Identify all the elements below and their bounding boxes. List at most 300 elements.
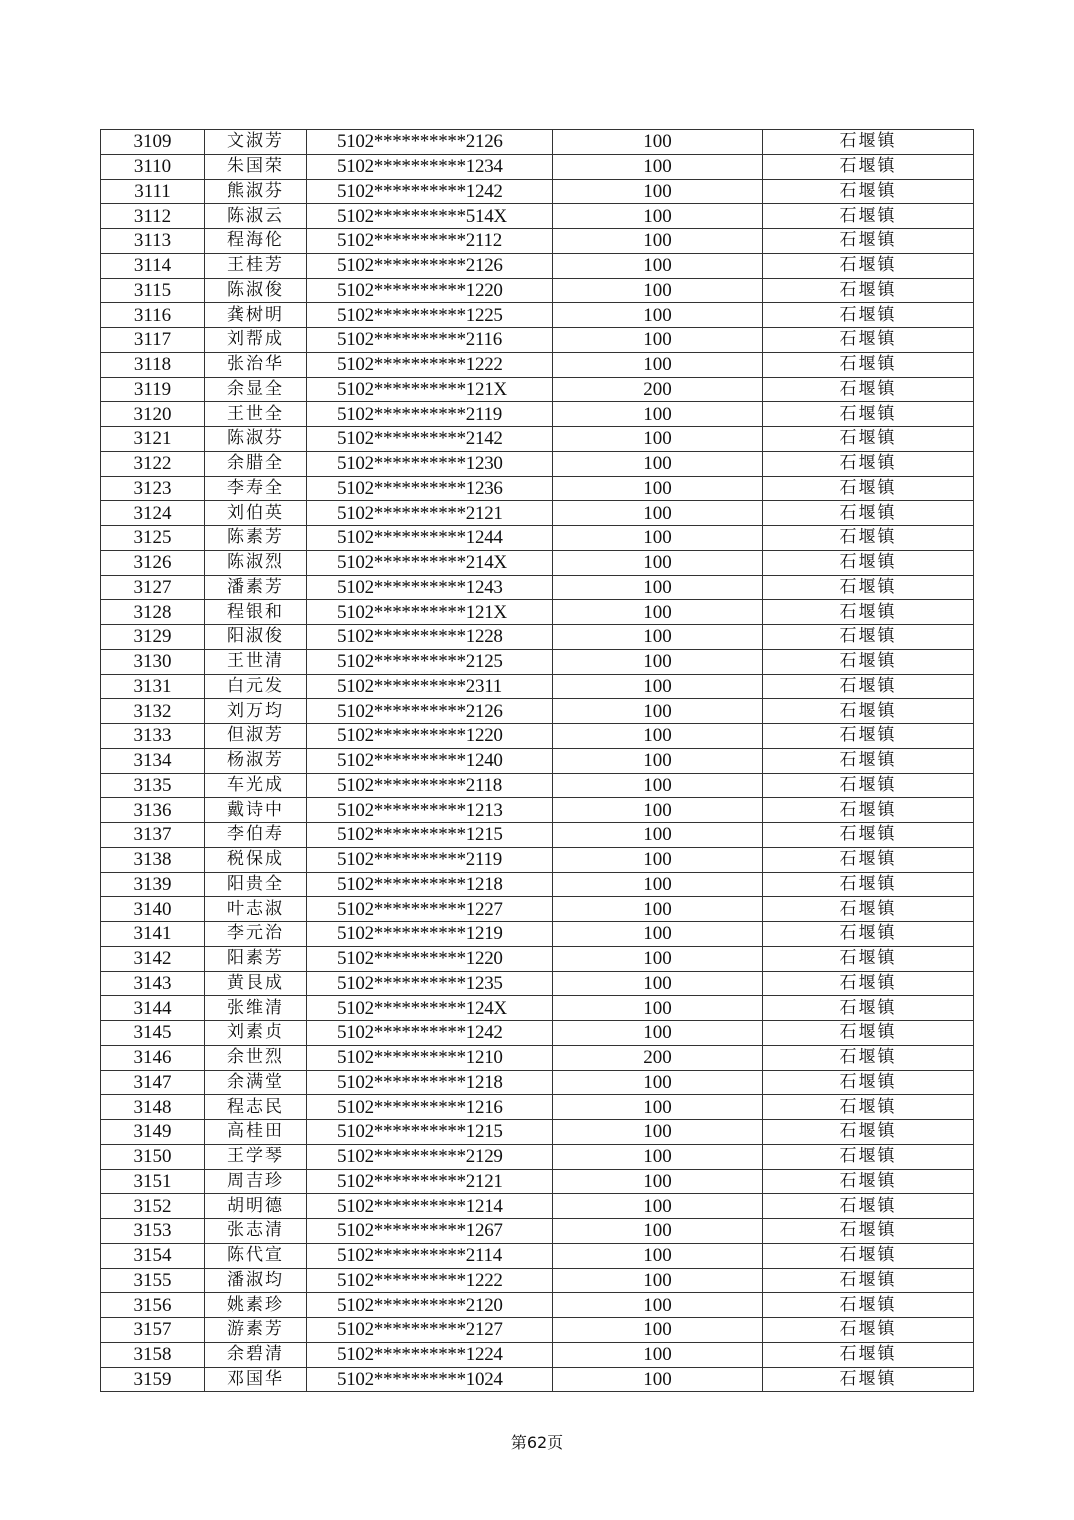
amount-cell: 100	[553, 971, 763, 996]
id-number-cell: 5102**********1242	[307, 1021, 553, 1046]
town-cell: 石堰镇	[763, 946, 974, 971]
amount-cell: 100	[553, 773, 763, 798]
table-row	[101, 526, 974, 551]
town-cell: 石堰镇	[763, 501, 974, 526]
name-cell: 王桂芳	[205, 253, 307, 278]
amount-cell: 100	[553, 575, 763, 600]
row-number-cell: 3153	[101, 1219, 205, 1244]
row-number-cell: 3110	[101, 154, 205, 179]
amount-cell: 200	[553, 1045, 763, 1070]
town-cell: 石堰镇	[763, 625, 974, 650]
amount-cell: 100	[553, 1194, 763, 1219]
amount-cell: 100	[553, 154, 763, 179]
id-number-cell: 5102**********2114	[307, 1243, 553, 1268]
town-cell: 石堰镇	[763, 823, 974, 848]
row-number-cell: 3156	[101, 1293, 205, 1318]
town-cell: 石堰镇	[763, 1268, 974, 1293]
table-row	[101, 847, 974, 872]
id-number-cell: 5102**********214X	[307, 550, 553, 575]
town-cell: 石堰镇	[763, 699, 974, 724]
row-number-cell: 3135	[101, 773, 205, 798]
table-row	[101, 649, 974, 674]
table-row	[101, 352, 974, 377]
name-cell: 刘伯英	[205, 501, 307, 526]
id-number-cell: 5102**********2116	[307, 328, 553, 353]
table-row	[101, 625, 974, 650]
amount-cell: 100	[553, 946, 763, 971]
name-cell: 余满堂	[205, 1070, 307, 1095]
name-cell: 龚树明	[205, 303, 307, 328]
id-number-cell: 5102**********1235	[307, 971, 553, 996]
row-number-cell: 3140	[101, 897, 205, 922]
amount-cell: 100	[553, 1021, 763, 1046]
row-number-cell: 3112	[101, 204, 205, 229]
name-cell: 潘素芳	[205, 575, 307, 600]
name-cell: 朱国荣	[205, 154, 307, 179]
table-row	[101, 1293, 974, 1318]
row-number-cell: 3114	[101, 253, 205, 278]
row-number-cell: 3143	[101, 971, 205, 996]
table-row	[101, 402, 974, 427]
name-cell: 陈淑芬	[205, 427, 307, 452]
name-cell: 刘素贞	[205, 1021, 307, 1046]
table-row	[101, 872, 974, 897]
name-cell: 高桂田	[205, 1120, 307, 1145]
table-row	[101, 748, 974, 773]
row-number-cell: 3119	[101, 377, 205, 402]
table-row	[101, 897, 974, 922]
name-cell: 刘帮成	[205, 328, 307, 353]
amount-cell: 100	[553, 526, 763, 551]
row-number-cell: 3155	[101, 1268, 205, 1293]
amount-cell: 100	[553, 1293, 763, 1318]
row-number-cell: 3129	[101, 625, 205, 650]
row-number-cell: 3148	[101, 1095, 205, 1120]
id-number-cell: 5102**********1227	[307, 897, 553, 922]
amount-cell: 200	[553, 377, 763, 402]
town-cell: 石堰镇	[763, 476, 974, 501]
name-cell: 戴诗中	[205, 798, 307, 823]
name-cell: 余显全	[205, 377, 307, 402]
town-cell: 石堰镇	[763, 278, 974, 303]
row-number-cell: 3127	[101, 575, 205, 600]
table-row	[101, 550, 974, 575]
name-cell: 姚素珍	[205, 1293, 307, 1318]
amount-cell: 100	[553, 649, 763, 674]
name-cell: 刘万均	[205, 699, 307, 724]
id-number-cell: 5102**********1215	[307, 1120, 553, 1145]
records-body	[101, 130, 974, 1392]
amount-cell: 100	[553, 1070, 763, 1095]
table-row	[101, 1342, 974, 1367]
town-cell: 石堰镇	[763, 600, 974, 625]
name-cell: 杨淑芳	[205, 748, 307, 773]
row-number-cell: 3124	[101, 501, 205, 526]
row-number-cell: 3147	[101, 1070, 205, 1095]
table-row	[101, 427, 974, 452]
town-cell: 石堰镇	[763, 1243, 974, 1268]
town-cell: 石堰镇	[763, 550, 974, 575]
amount-cell: 100	[553, 748, 763, 773]
town-cell: 石堰镇	[763, 526, 974, 551]
row-number-cell: 3120	[101, 402, 205, 427]
row-number-cell: 3117	[101, 328, 205, 353]
id-number-cell: 5102**********2126	[307, 253, 553, 278]
id-number-cell: 5102**********1214	[307, 1194, 553, 1219]
table-row	[101, 1021, 974, 1046]
row-number-cell: 3125	[101, 526, 205, 551]
amount-cell: 100	[553, 501, 763, 526]
row-number-cell: 3152	[101, 1194, 205, 1219]
id-number-cell: 5102**********514X	[307, 204, 553, 229]
id-number-cell: 5102**********1244	[307, 526, 553, 551]
row-number-cell: 3132	[101, 699, 205, 724]
name-cell: 阳淑俊	[205, 625, 307, 650]
table-row	[101, 1243, 974, 1268]
row-number-cell: 3116	[101, 303, 205, 328]
table-row	[101, 1144, 974, 1169]
name-cell: 文淑芳	[205, 130, 307, 155]
amount-cell: 100	[553, 550, 763, 575]
row-number-cell: 3149	[101, 1120, 205, 1145]
amount-cell: 100	[553, 897, 763, 922]
town-cell: 石堰镇	[763, 575, 974, 600]
name-cell: 李寿全	[205, 476, 307, 501]
town-cell: 石堰镇	[763, 451, 974, 476]
amount-cell: 100	[553, 823, 763, 848]
id-number-cell: 5102**********1240	[307, 748, 553, 773]
name-cell: 潘淑均	[205, 1268, 307, 1293]
id-number-cell: 5102**********1230	[307, 451, 553, 476]
table-row	[101, 1318, 974, 1343]
id-number-cell: 5102**********2120	[307, 1293, 553, 1318]
name-cell: 余世烈	[205, 1045, 307, 1070]
name-cell: 陈代宣	[205, 1243, 307, 1268]
row-number-cell: 3142	[101, 946, 205, 971]
town-cell: 石堰镇	[763, 1194, 974, 1219]
id-number-cell: 5102**********2121	[307, 501, 553, 526]
name-cell: 程志民	[205, 1095, 307, 1120]
town-cell: 石堰镇	[763, 996, 974, 1021]
amount-cell: 100	[553, 328, 763, 353]
row-number-cell: 3138	[101, 847, 205, 872]
amount-cell: 100	[553, 179, 763, 204]
amount-cell: 100	[553, 847, 763, 872]
id-number-cell: 5102**********1228	[307, 625, 553, 650]
town-cell: 石堰镇	[763, 922, 974, 947]
table-row	[101, 377, 974, 402]
table-row	[101, 328, 974, 353]
row-number-cell: 3137	[101, 823, 205, 848]
row-number-cell: 3111	[101, 179, 205, 204]
town-cell: 石堰镇	[763, 1021, 974, 1046]
amount-cell: 100	[553, 1367, 763, 1392]
id-number-cell: 5102**********1213	[307, 798, 553, 823]
id-number-cell: 5102**********1225	[307, 303, 553, 328]
amount-cell: 100	[553, 1120, 763, 1145]
row-number-cell: 3145	[101, 1021, 205, 1046]
table-row	[101, 971, 974, 996]
id-number-cell: 5102**********1236	[307, 476, 553, 501]
amount-cell: 100	[553, 996, 763, 1021]
amount-cell: 100	[553, 922, 763, 947]
table-row	[101, 229, 974, 254]
name-cell: 王世全	[205, 402, 307, 427]
id-number-cell: 5102**********1234	[307, 154, 553, 179]
town-cell: 石堰镇	[763, 1045, 974, 1070]
town-cell: 石堰镇	[763, 1070, 974, 1095]
amount-cell: 100	[553, 451, 763, 476]
table-row	[101, 1169, 974, 1194]
row-number-cell: 3134	[101, 748, 205, 773]
id-number-cell: 5102**********1222	[307, 1268, 553, 1293]
row-number-cell: 3121	[101, 427, 205, 452]
amount-cell: 100	[553, 1342, 763, 1367]
table-row	[101, 600, 974, 625]
amount-cell: 100	[553, 872, 763, 897]
town-cell: 石堰镇	[763, 724, 974, 749]
town-cell: 石堰镇	[763, 427, 974, 452]
amount-cell: 100	[553, 278, 763, 303]
row-number-cell: 3159	[101, 1367, 205, 1392]
town-cell: 石堰镇	[763, 1219, 974, 1244]
row-number-cell: 3113	[101, 229, 205, 254]
name-cell: 陈淑烈	[205, 550, 307, 575]
name-cell: 但淑芳	[205, 724, 307, 749]
table-row	[101, 278, 974, 303]
amount-cell: 100	[553, 130, 763, 155]
table-row	[101, 823, 974, 848]
name-cell: 周吉珍	[205, 1169, 307, 1194]
name-cell: 陈素芳	[205, 526, 307, 551]
amount-cell: 100	[553, 724, 763, 749]
id-number-cell: 5102**********1218	[307, 1070, 553, 1095]
amount-cell: 100	[553, 1095, 763, 1120]
row-number-cell: 3109	[101, 130, 205, 155]
table-row	[101, 1095, 974, 1120]
table-row	[101, 1120, 974, 1145]
row-number-cell: 3133	[101, 724, 205, 749]
amount-cell: 100	[553, 427, 763, 452]
amount-cell: 100	[553, 204, 763, 229]
name-cell: 李元治	[205, 922, 307, 947]
town-cell: 石堰镇	[763, 872, 974, 897]
amount-cell: 100	[553, 303, 763, 328]
id-number-cell: 5102**********2119	[307, 402, 553, 427]
id-number-cell: 5102**********121X	[307, 377, 553, 402]
id-number-cell: 5102**********2125	[307, 649, 553, 674]
row-number-cell: 3144	[101, 996, 205, 1021]
name-cell: 叶志淑	[205, 897, 307, 922]
table-row	[101, 674, 974, 699]
table-row	[101, 253, 974, 278]
id-number-cell: 5102**********1219	[307, 922, 553, 947]
id-number-cell: 5102**********2112	[307, 229, 553, 254]
name-cell: 程海伦	[205, 229, 307, 254]
amount-cell: 100	[553, 476, 763, 501]
table-row	[101, 1367, 974, 1392]
town-cell: 石堰镇	[763, 773, 974, 798]
row-number-cell: 3128	[101, 600, 205, 625]
name-cell: 熊淑芬	[205, 179, 307, 204]
row-number-cell: 3154	[101, 1243, 205, 1268]
town-cell: 石堰镇	[763, 971, 974, 996]
town-cell: 石堰镇	[763, 897, 974, 922]
id-number-cell: 5102**********1222	[307, 352, 553, 377]
name-cell: 张治华	[205, 352, 307, 377]
row-number-cell: 3131	[101, 674, 205, 699]
id-number-cell: 5102**********1218	[307, 872, 553, 897]
table-row	[101, 1070, 974, 1095]
name-cell: 张维清	[205, 996, 307, 1021]
id-number-cell: 5102**********121X	[307, 600, 553, 625]
id-number-cell: 5102**********1220	[307, 724, 553, 749]
table-row	[101, 130, 974, 155]
id-number-cell: 5102**********2118	[307, 773, 553, 798]
id-number-cell: 5102**********2129	[307, 1144, 553, 1169]
amount-cell: 100	[553, 253, 763, 278]
id-number-cell: 5102**********1220	[307, 946, 553, 971]
name-cell: 阳素芳	[205, 946, 307, 971]
amount-cell: 100	[553, 699, 763, 724]
row-number-cell: 3151	[101, 1169, 205, 1194]
id-number-cell: 5102**********2126	[307, 699, 553, 724]
name-cell: 李伯寿	[205, 823, 307, 848]
town-cell: 石堰镇	[763, 402, 974, 427]
page-number: 第62页	[510, 1433, 564, 1452]
town-cell: 石堰镇	[763, 1169, 974, 1194]
town-cell: 石堰镇	[763, 748, 974, 773]
id-number-cell: 5102**********2119	[307, 847, 553, 872]
town-cell: 石堰镇	[763, 1120, 974, 1145]
row-number-cell: 3126	[101, 550, 205, 575]
table-row	[101, 303, 974, 328]
name-cell: 陈淑俊	[205, 278, 307, 303]
table-row	[101, 476, 974, 501]
table-row	[101, 1219, 974, 1244]
amount-cell: 100	[553, 600, 763, 625]
town-cell: 石堰镇	[763, 328, 974, 353]
row-number-cell: 3130	[101, 649, 205, 674]
amount-cell: 100	[553, 1243, 763, 1268]
id-number-cell: 5102**********1267	[307, 1219, 553, 1244]
amount-cell: 100	[553, 625, 763, 650]
town-cell: 石堰镇	[763, 204, 974, 229]
town-cell: 石堰镇	[763, 798, 974, 823]
amount-cell: 100	[553, 1144, 763, 1169]
row-number-cell: 3122	[101, 451, 205, 476]
table-row	[101, 946, 974, 971]
records-table	[100, 129, 974, 1392]
table-row	[101, 179, 974, 204]
name-cell: 游素芳	[205, 1318, 307, 1343]
town-cell: 石堰镇	[763, 253, 974, 278]
name-cell: 税保成	[205, 847, 307, 872]
id-number-cell: 5102**********1210	[307, 1045, 553, 1070]
table-row	[101, 154, 974, 179]
row-number-cell: 3157	[101, 1318, 205, 1343]
row-number-cell: 3115	[101, 278, 205, 303]
amount-cell: 100	[553, 674, 763, 699]
town-cell: 石堰镇	[763, 1293, 974, 1318]
table-row	[101, 724, 974, 749]
table-row	[101, 922, 974, 947]
town-cell: 石堰镇	[763, 1144, 974, 1169]
name-cell: 王世清	[205, 649, 307, 674]
name-cell: 程银和	[205, 600, 307, 625]
id-number-cell: 5102**********2126	[307, 130, 553, 155]
town-cell: 石堰镇	[763, 154, 974, 179]
id-number-cell: 5102**********1024	[307, 1367, 553, 1392]
name-cell: 车光成	[205, 773, 307, 798]
town-cell: 石堰镇	[763, 130, 974, 155]
amount-cell: 100	[553, 798, 763, 823]
table-row	[101, 996, 974, 1021]
name-cell: 邓国华	[205, 1367, 307, 1392]
town-cell: 石堰镇	[763, 1367, 974, 1392]
town-cell: 石堰镇	[763, 229, 974, 254]
name-cell: 余腊全	[205, 451, 307, 476]
amount-cell: 100	[553, 1318, 763, 1343]
table-row	[101, 501, 974, 526]
name-cell: 阳贵全	[205, 872, 307, 897]
town-cell: 石堰镇	[763, 303, 974, 328]
row-number-cell: 3139	[101, 872, 205, 897]
town-cell: 石堰镇	[763, 377, 974, 402]
town-cell: 石堰镇	[763, 674, 974, 699]
id-number-cell: 5102**********2127	[307, 1318, 553, 1343]
id-number-cell: 5102**********1224	[307, 1342, 553, 1367]
id-number-cell: 5102**********1242	[307, 179, 553, 204]
name-cell: 余碧清	[205, 1342, 307, 1367]
id-number-cell: 5102**********124X	[307, 996, 553, 1021]
amount-cell: 100	[553, 352, 763, 377]
row-number-cell: 3158	[101, 1342, 205, 1367]
table-row	[101, 798, 974, 823]
town-cell: 石堰镇	[763, 1095, 974, 1120]
row-number-cell: 3141	[101, 922, 205, 947]
town-cell: 石堰镇	[763, 847, 974, 872]
amount-cell: 100	[553, 1268, 763, 1293]
town-cell: 石堰镇	[763, 1318, 974, 1343]
id-number-cell: 5102**********2142	[307, 427, 553, 452]
amount-cell: 100	[553, 229, 763, 254]
id-number-cell: 5102**********2311	[307, 674, 553, 699]
name-cell: 白元发	[205, 674, 307, 699]
town-cell: 石堰镇	[763, 1342, 974, 1367]
table-row	[101, 773, 974, 798]
town-cell: 石堰镇	[763, 179, 974, 204]
name-cell: 陈淑云	[205, 204, 307, 229]
amount-cell: 100	[553, 1219, 763, 1244]
row-number-cell: 3150	[101, 1144, 205, 1169]
table-row	[101, 699, 974, 724]
table-row	[101, 1268, 974, 1293]
row-number-cell: 3123	[101, 476, 205, 501]
name-cell: 王学琴	[205, 1144, 307, 1169]
table-row	[101, 1045, 974, 1070]
table-row	[101, 204, 974, 229]
name-cell: 黄艮成	[205, 971, 307, 996]
amount-cell: 100	[553, 402, 763, 427]
amount-cell: 100	[553, 1169, 763, 1194]
town-cell: 石堰镇	[763, 352, 974, 377]
row-number-cell: 3118	[101, 352, 205, 377]
id-number-cell: 5102**********1243	[307, 575, 553, 600]
row-number-cell: 3136	[101, 798, 205, 823]
town-cell: 石堰镇	[763, 649, 974, 674]
id-number-cell: 5102**********1216	[307, 1095, 553, 1120]
